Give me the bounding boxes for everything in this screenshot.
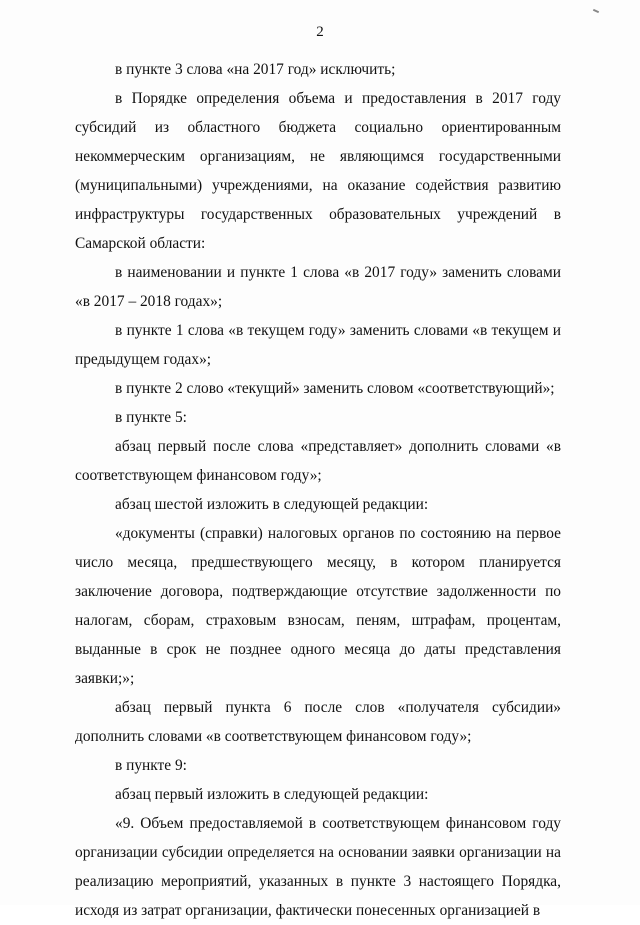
paragraph-1: в пункте 3 слова «на 2017 год» исключить; xyxy=(115,61,396,78)
document-body xyxy=(75,55,561,925)
scan-artifact-mark xyxy=(593,9,599,13)
paragraph-5: в пункте 2 слово «текущий» заменить словом «соответствующий»; xyxy=(115,380,555,397)
paragraph-9: «документы (справки) налоговых органов по состоянию на первое число месяца, предшествующего месяцу, в котором планируется заключение договора, подтверждающие отсутствие задолженности по налогам, сборам, страховым взносам, пеням, штрафам, процентам, выданные в срок не позднее одного месяца до даты представления заявки;»; xyxy=(75,525,561,687)
paragraph-4: в пункте 1 слова «в текущем году» заменить словами «в текущем и предыдущем годах»; xyxy=(75,322,561,368)
paragraph-13: «9. Объем предоставляемой в соответствующем финансовом году организации субсидии определяется на основании заявки организации на реализацию мероприятий, указанных в пункте 3 настоящего Порядка, исходя из затрат организации, фактически понесенных организацией в xyxy=(75,815,561,919)
paragraph-6: в пункте 5: xyxy=(115,409,187,426)
paragraph-7: абзац первый после слова «представляет» дополнить словами «в соответствующем финансовом году»; xyxy=(75,438,561,484)
paragraph-12: абзац первый изложить в следующей редакции: xyxy=(115,786,429,803)
paragraph-10: абзац первый пункта 6 после слов «получателя субсидии» дополнить словами «в соответствующем финансовом году»; xyxy=(75,699,561,745)
page-number: 2 xyxy=(316,24,324,40)
paragraph-2: в Порядке определения объема и предоставления в 2017 году субсидий из областного бюджета социально ориентированным некоммерческим организациям, не являющимся государственными (муниципальными) учреждениями, на оказание содействия развитию инфраструктуры государственных образовательных учреждений в Самарской области: xyxy=(75,90,561,252)
paragraph-11: в пункте 9: xyxy=(115,757,187,774)
paragraph-3: в наименовании и пункте 1 слова «в 2017 году» заменить словами «в 2017 – 2018 годах»; xyxy=(75,264,561,310)
paragraph-8: абзац шестой изложить в следующей редакции: xyxy=(115,496,429,513)
